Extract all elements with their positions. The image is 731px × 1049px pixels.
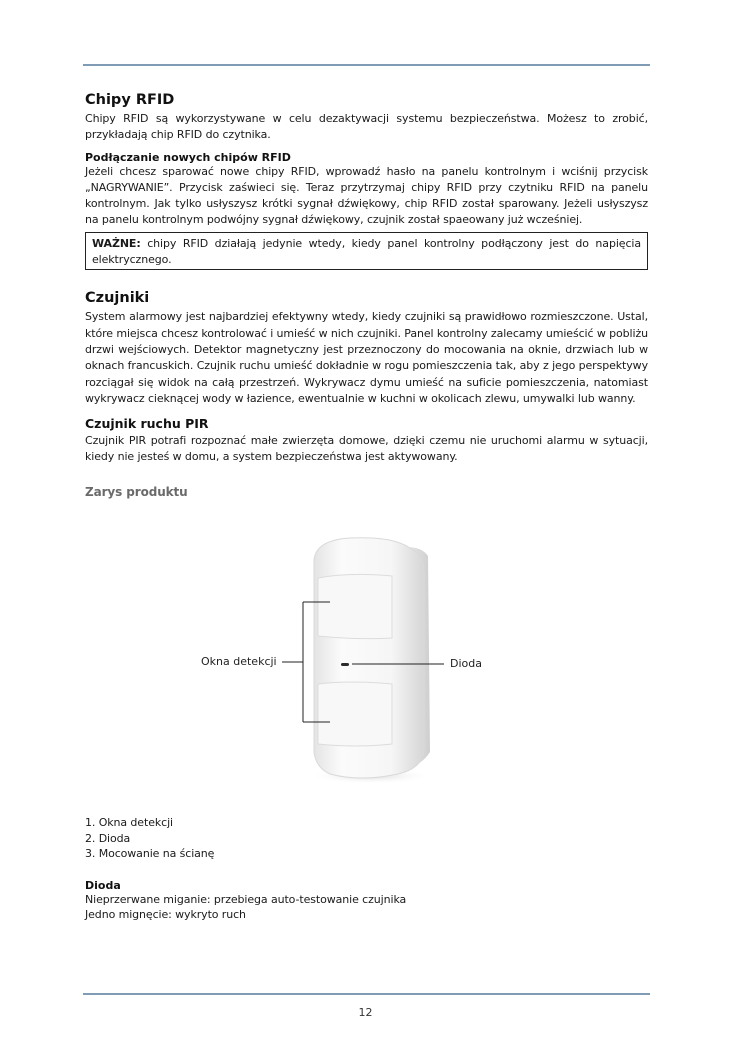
detection-window-bottom (318, 682, 392, 746)
diode-line-2: Jedno mignęcie: wykryto ruch (85, 908, 246, 921)
top-rule (83, 64, 650, 66)
rfid-heading: Chipy RFID (85, 92, 175, 108)
page-content (85, 92, 648, 500)
parts-list-item: 1. Okna detekcji (85, 816, 173, 829)
parts-list-item: 3. Mocowanie na ścianę (85, 847, 215, 860)
detection-window-top (318, 574, 392, 638)
overview-heading: Zarys produktu (85, 484, 188, 499)
sensor-shadow (309, 768, 433, 784)
bottom-rule (83, 993, 650, 995)
sensors-heading: Czujniki (85, 290, 150, 307)
sensors-text: System alarmowy jest najbardziej efektywny wtedy, kiedy czujniki są prawidłowo rozmieszczone. Ustal, które miejsca chcesz kontrolować i umieść w nich czujniki. Panel kontrolny zalecamy umieścić w pobliżu drzwi wejściowych. Detektor magnetyczny jest przeznoczony do mocowania na oknie, drzwiach lub w oknach francuskich. Czujnik ruchu umieść dokładnie w rogu pomieszczenia tak, aby z jego perspektywy rozciągał się widok na całą przestrzeń. Wykrywacz dymu umieść na suficie pomieszczenia, natomiast wykrywacz cieknącej wody w łazience, ewentualnie w kuchni w okolicach zlewu, umywalki lub wanny. (85, 310, 648, 405)
rfid-notice (92, 236, 641, 269)
pir-text: Czujnik PIR potrafi rozpoznać małe zwierzęta domowe, dzięki czemu nie uruchomi alarmu w sytuacji, kiedy nie jesteś w domu, a system bezpieczeństwa jest aktywowany. (85, 434, 648, 464)
diode-heading: Dioda (85, 878, 121, 892)
rfid-pairing-text: Jeżeli chcesz sparować nowe chipy RFID, wprowadź hasło na panelu kontrolnym i wciśnij przycisk „NAGRYWANIE”. Przycisk zaświeci się. Teraz przytrzymaj chipy RFID przy czytniku RFID na panelu kontrolnym. Jak tylko usłyszysz krótki sygnał dźwiękowy, chip RFID został sparowany. Jeżeli usłyszysz na panelu kontrolnym podwójny sygnał dźwiękowy, czujnik został spaeowany już wcześniej. (85, 164, 648, 227)
parts-list (85, 815, 648, 923)
sensor-body (314, 538, 424, 778)
rfid-notice-box (85, 232, 648, 271)
pir-heading: Czujnik ruchu PIR (85, 416, 209, 432)
diode-line-1: Nieprzerwane miganie: przebiega auto-testowanie czujnika (85, 892, 407, 906)
parts-list-item: 2. Dioda (85, 831, 131, 845)
label-diode: Dioda (450, 657, 482, 670)
notice-text: chipy RFID działają jedynie wtedy, kiedy panel kontrolny podłączony jest do napięcia elektrycznego. (92, 236, 641, 267)
notice-label: WAŻNE: (92, 236, 141, 250)
label-detection-windows: Okna detekcji (201, 655, 277, 668)
page-number: 12 (358, 1006, 373, 1019)
rfid-intro: Chipy RFID są wykorzystywane w celu dezaktywacji systemu bezpieczeństwa. Możesz to zrobić, przykładają chip RFID do czytnika. (85, 112, 648, 142)
sensor-side-panel (395, 547, 430, 770)
diode-indicator (341, 663, 349, 666)
rfid-pairing-heading: Podłączanie nowych chipów RFID (85, 150, 291, 164)
